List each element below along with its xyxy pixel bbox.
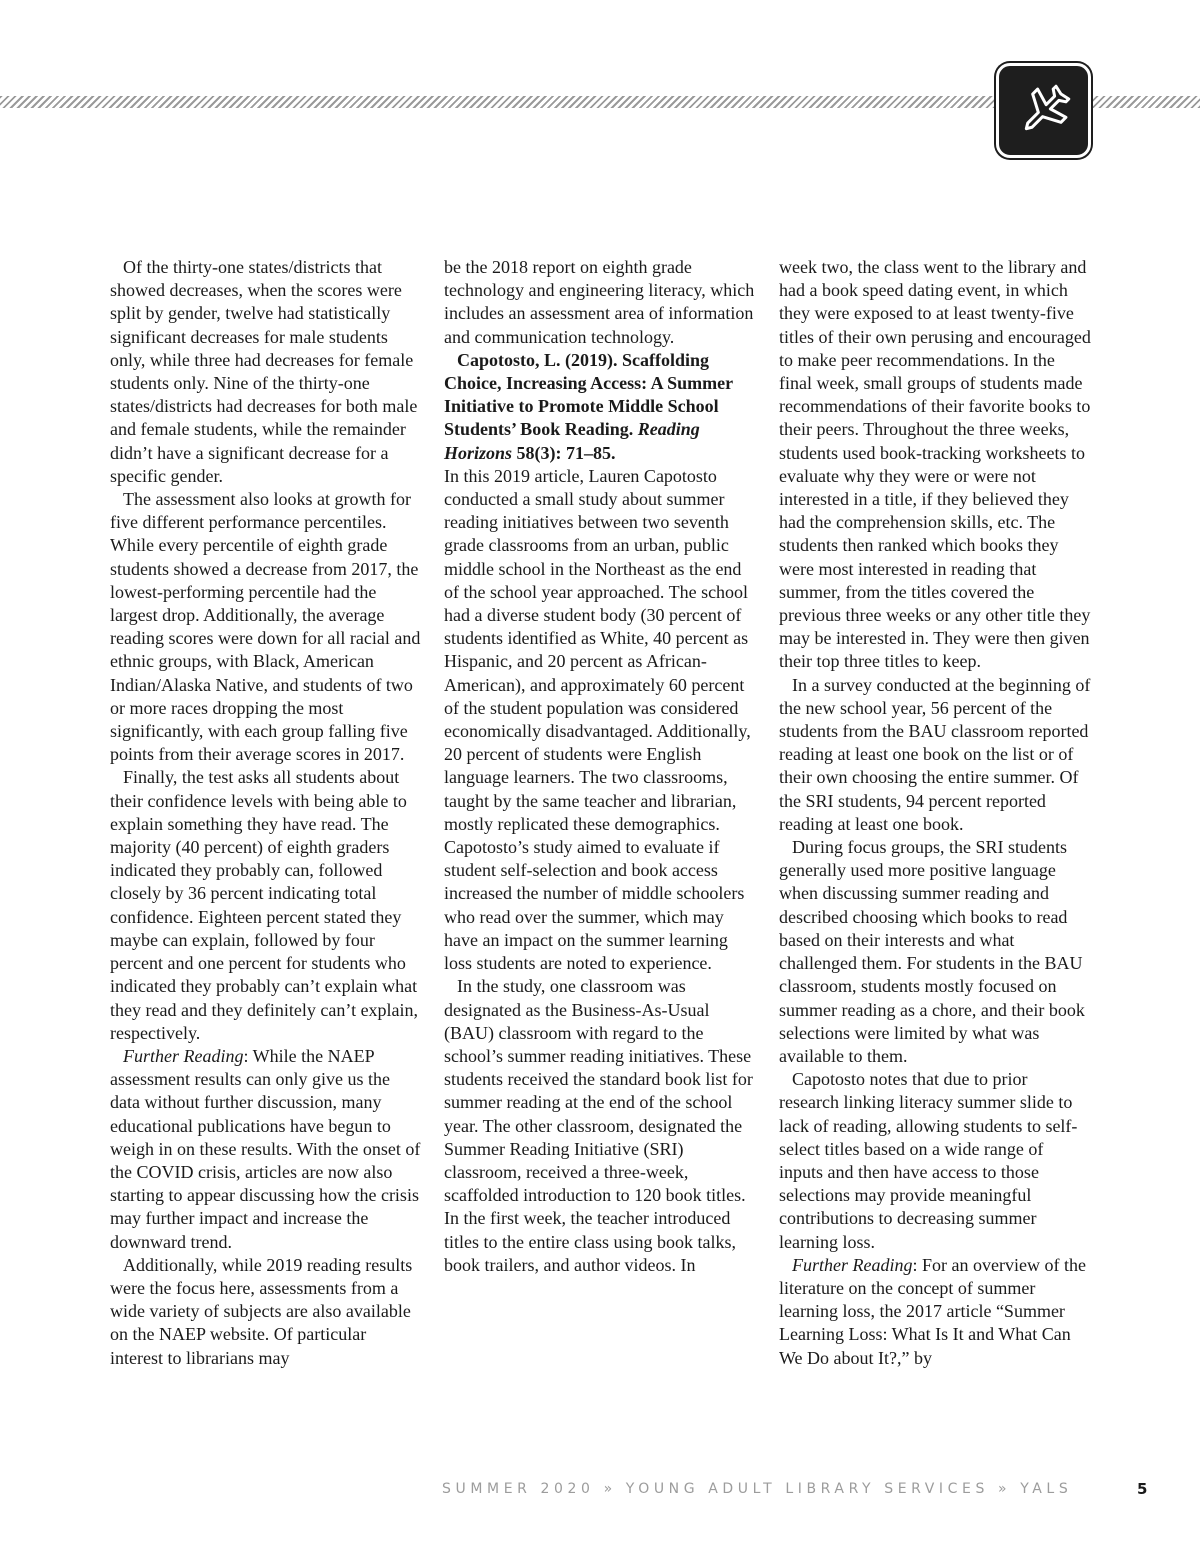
paragraph: week two, the class went to the library and had a book speed dating event, in which they were exposed to at least twenty-five titles of their own perusing and encouraged to make peer recommendations. In the final week, small groups of students made recommendations of their favorite books to their peers. Throughout the three weeks, students used book-tracking worksheets to evaluate why they were or were not interested in a title, if they believed they had the comprehension skills, etc. The students then ranked which books they were most interested in reading that summer, from the titles covered the previous three weeks or any other title they may be interested in. They were then given their top three titles to keep. bbox=[779, 257, 1091, 672]
paragraph: Of the thirty-one states/districts that showed decreases, when the scores were split by gender, twelve had statistically significant decreases for male students only, while three had decreases for female students only. Nine of the thirty-one states/districts had decreases for both male and female students, while the remainder didn’t have a significant decrease for a specific gender. bbox=[110, 257, 418, 486]
paragraph: In a survey conducted at the beginning of the new school year, 56 percent of the students from the BAU classroom reported reading at least one book on the list or of their own choosing the entire summer. Of the SRI students, 94 percent reported reading at least one book. bbox=[779, 674, 1091, 834]
paragraph: In this 2019 article, Lauren Capotosto conducted a small study about summer reading initiatives between two seventh grade classrooms from an urban, public middle school in the Northeast as the end of the school year approached. The school had a diverse student body (30 percent of students identified as White, 40 percent as Hispanic, and 20 percent as African-American), and approximately 60 percent of the student population was considered economically disadvantaged. Additionally, 20 percent of students were English language learners. The two classrooms, taught by the same teacher and librarian, mostly replicated these demographics. Capotosto’s study aimed to evaluate if student self-selection and book access increased the number of middle schoolers who read over the summer, which may have an impact on the summer learning loss students are noted to experience. bbox=[444, 465, 751, 974]
further-reading-label: Further Reading bbox=[792, 1254, 913, 1275]
column-3 bbox=[779, 256, 1091, 1370]
paragraph: During focus groups, the SRI students generally used more positive language when discussing summer reading and described choosing which books to read based on their interests and what challenged them. For students in the BAU classroom, students mostly focused on summer reading as a chore, and their book selections were limited by what was available to them. bbox=[779, 837, 1085, 1066]
paragraph: Finally, the test asks all students about their confidence levels with being able to explain something they have read. The majority (40 percent) of eighth graders indicated they probably can, followed closely by 36 percent indicating total confidence. Eighteen percent stated they maybe can explain, followed by four percent and one percent for students who indicated they probably can’t explain what they read and they definitely can’t explain, respectively. bbox=[110, 767, 419, 1043]
paragraph: In the study, one classroom was designated as the Business-As-Usual (BAU) classroom with regard to the school’s summer reading initiatives. These students received the standard book list for summer reading at the end of the school year. The other classroom, designated the Summer Reading Initiative (SRI) classroom, received a three-week, scaffolded introduction to 120 book titles. In the first week, the teacher introduced titles to the entire class using book talks, book trailers, and author videos. In bbox=[444, 976, 753, 1275]
citation-heading: Capotosto, L. (2019). Scaffolding Choice, Increasing Access: A Summer Initiative to Promote Middle School Students’ Book Reading. Reading Horizons 58(3): 71–85. bbox=[444, 349, 733, 463]
paragraph: be the 2018 report on eighth grade technology and engineering literacy, which includes an assessment area of information and communication technology. bbox=[444, 257, 755, 347]
paragraph: Further Reading: For an overview of the literature on the concept of summer learning loss, the 2017 article “Summer Learning Loss: What Is It and What Can We Do about It?,” by bbox=[779, 1254, 1086, 1368]
paragraph: Additionally, while 2019 reading results were the focus here, assessments from a wide variety of subjects are also available on the NAEP website. Of particular interest to librarians may bbox=[110, 1254, 413, 1368]
paragraph: Further Reading: While the NAEP assessment results can only give us the data without further discussion, many educational publications have begun to weigh in on these results. With the onset of the COVID crisis, articles are now also starting to appear discussing how the crisis may further impact and increase the downward trend. bbox=[110, 1045, 421, 1252]
airplane-icon bbox=[1011, 78, 1077, 144]
paragraph: The assessment also looks at growth for five different performance percentiles. While every percentile of eighth grade students showed a decrease from 2017, the lowest-performing percentile had the largest drop. Additionally, the average reading scores were down for all racial and ethnic groups, with Black, American Indian/Alaska Native, and students of two or more races dropping the most significantly, with each group falling five points from their average scores in 2017. bbox=[110, 489, 421, 765]
further-reading-label: Further Reading bbox=[123, 1045, 244, 1066]
column-1 bbox=[110, 256, 422, 1370]
journal-title: Reading Horizons bbox=[444, 419, 700, 463]
column-2 bbox=[444, 256, 756, 1277]
running-footer: SUMMER 2020 » YOUNG ADULT LIBRARY SERVICES » YALS bbox=[442, 1481, 1073, 1497]
page-number: 5 bbox=[1137, 1480, 1148, 1498]
paragraph: Capotosto notes that due to prior research linking literacy summer slide to lack of reading, allowing students to self-select titles based on a wide range of inputs and then have access to those selections may provide meaningful contributions to decreasing summer learning loss. bbox=[779, 1069, 1078, 1252]
section-badge bbox=[996, 63, 1091, 158]
